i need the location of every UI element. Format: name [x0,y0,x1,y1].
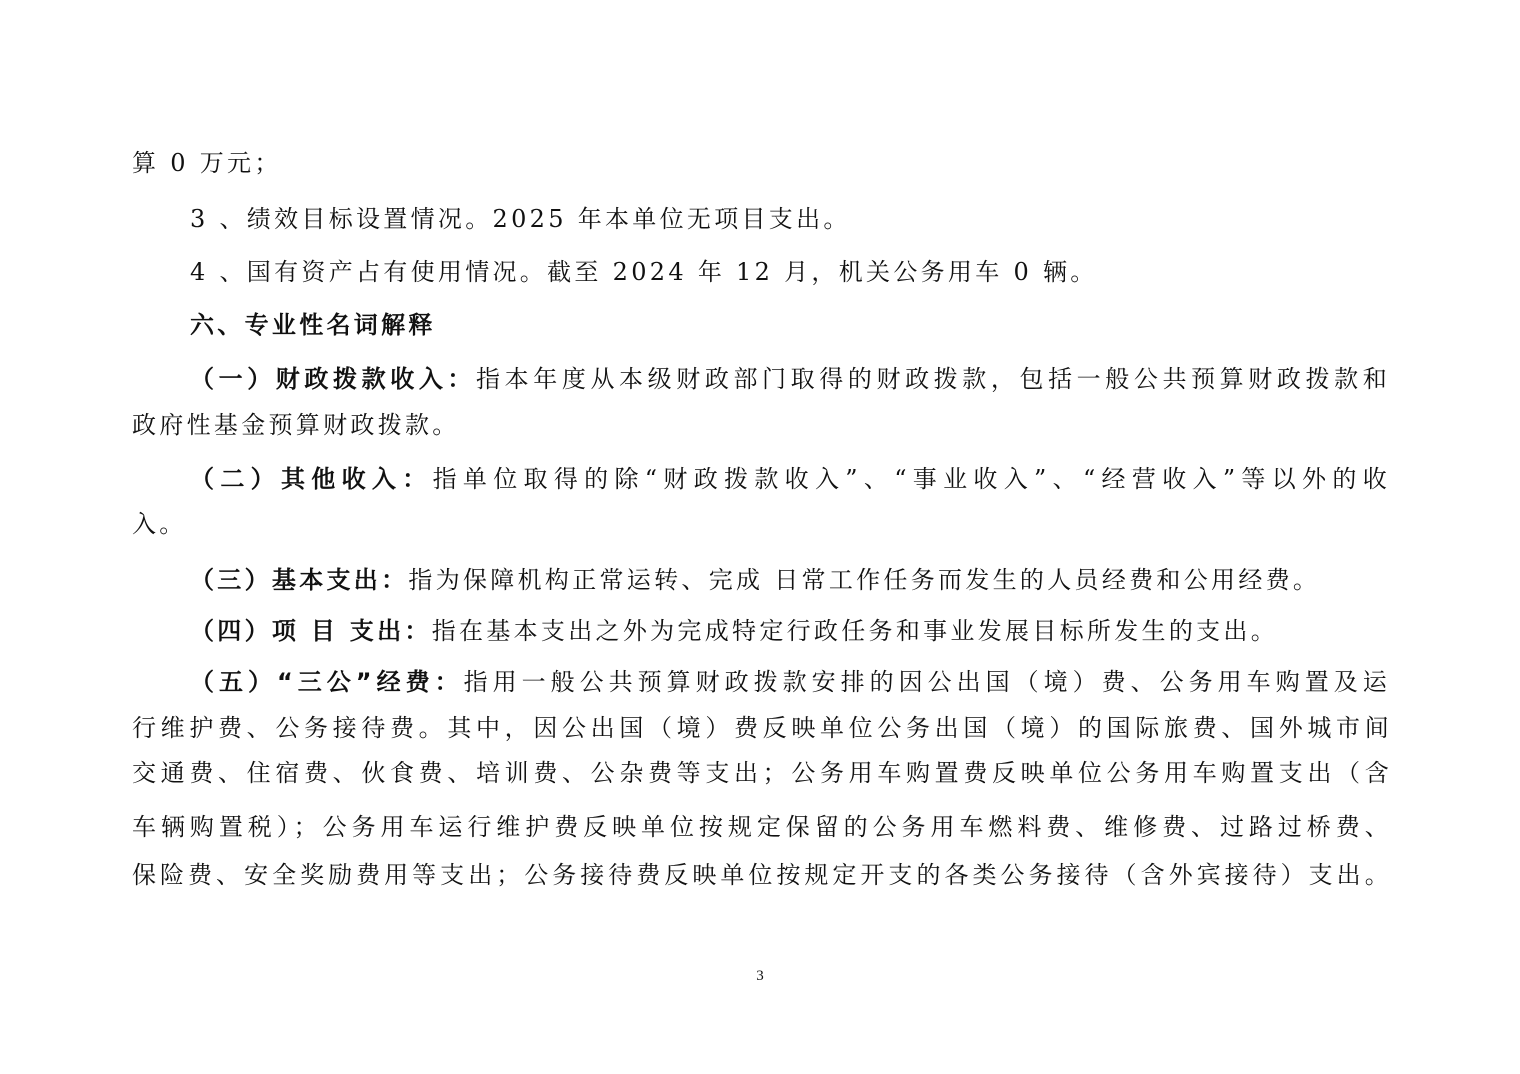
text-line [190,563,1390,597]
text-line: 政府性基金预算财政拨款。 [132,411,460,439]
term-definition: 指用一般公共预算财政拨款安排的因公出国（境）费、公务用车购置及运 [463,668,1390,696]
term-definition: 指本年度从本级财政部门取得的财政拨款，包括一般公共预算财政拨款和 [476,365,1390,393]
page-number: 3 [756,968,764,984]
text-line: 4 、国有资产占有使用情况。截至 2024 年 12 月，机关公务用车 0 辆。 [190,258,1098,286]
section-heading: 六、专业性名词解释 [190,311,436,339]
text-line [190,614,1390,648]
text-line: 交通费、住宿费、伙食费、培训费、公杂费等支出；公务用车购置费反映单位公务用车购置支出（含 [132,759,1392,787]
term-definition: 指在基本支出之外为完成特定行政任务和事业发展目标所发生的支出。 [431,617,1279,645]
term-label: （三）基本支出： [190,566,409,594]
text-line [190,665,1390,699]
term-label: （四）项 目 支出： [190,617,432,645]
term-definition: 指为保障机构正常运转、完成 日常工作任务而发生的人员经费和公用经费。 [408,566,1321,594]
term-label: （五）“三公”经费： [190,668,464,696]
text-line: 入。 [132,510,187,538]
text-line: 保险费、安全奖励费用等支出；公务接待费反映单位按规定开支的各类公务接待（含外宾接待）支出。 [132,861,1392,889]
text-line [190,362,1390,396]
text-line: 车辆购置税）；公务用车运行维护费反映单位按规定保留的公务用车燃料费、维修费、过路过桥费、 [132,813,1392,841]
text-line: 行维护费、公务接待费。其中，因公出国（境）费反映单位公务出国（境）的国际旅费、国外城市间 [132,714,1392,742]
term-label: （一）财政拨款收入： [190,365,477,393]
term-definition: 指单位取得的除“财政拨款收入”、“事业收入”、“经营收入”等以外的收 [432,465,1390,493]
text-line: 算 0 万元； [132,149,282,177]
text-line: 3 、绩效目标设置情况。2025 年本单位无项目支出。 [190,205,851,233]
text-line [190,462,1390,496]
term-label: （二）其他收入： [190,465,433,493]
